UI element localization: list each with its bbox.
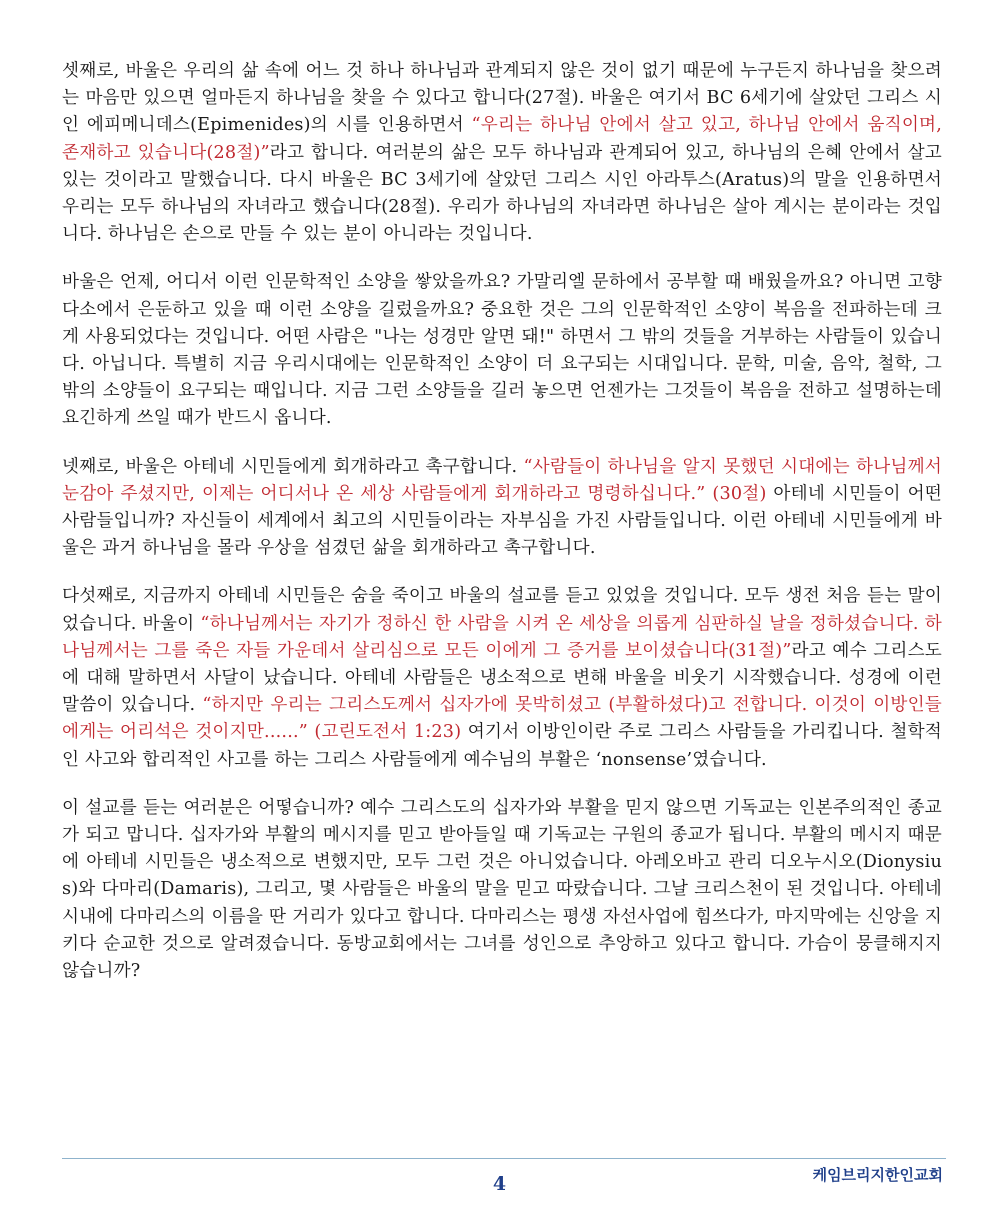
scripture-quote: “하지만 우리는 그리스도께서 십자가에 못박히셨고 (부활하셨다)고 전합니다. 이것이 이방인들에게는 어리석은 것이지만......” (고린도전서 1:23) <box>62 695 942 743</box>
paragraph-text: 셋째로, 바울은 우리의 삶 속에 어느 것 하나 하나님과 관계되지 않은 것이 없기 때문에 누구든지 하나님을 찾으려는 마음만 있으면 얼마든지 하나님을 찾을 수 있다고 합니다(27절). 바울은 여기서 BC 6세기에 살았던 그리스 시인 에피메니데스(Epimenides)의 시를 인용하면서 <box>62 61 942 136</box>
paragraph-humanities <box>62 269 942 432</box>
paragraph-text: 이 설교를 듣는 여러분은 어떻습니까? 예수 그리스도의 십자가와 부활을 믿지 않으면 기독교는 인본주의적인 종교가 되고 맙니다. 십자가와 부활의 메시지를 믿고 받아들일 때 기독교는 구원의 종교가 됩니다. 부활의 메시지 때문에 아테네 시민들은 냉소적으로 변했지만, 모두 그런 것은 아니었습니다. 아레오바고 관리 디오누시오(Dionysius)와 다마리(Damaris), 그리고, 몇 사람들은 바울의 말을 믿고 따랐습니다. 그날 크리스천이 된 것입니다. 아테네 시내에 다마리스의 이름을 딴 거리가 있다고 합니다. 다마리스는 평생 자선사업에 힘쓰다가, 마지막에는 신앙을 지키다 순교한 것으로 알려졌습니다. 동방교회에서는 그녀를 성인으로 추앙하고 있다고 합니다. 가슴이 뭉클해지지 않습니까? <box>62 797 942 982</box>
paragraph-third-point <box>62 58 942 248</box>
scripture-quote: “하나님께서는 자기가 정하신 한 사람을 시켜 온 세상을 의롭게 심판하실 날을 정하셨습니다. 하나님께서는 그를 죽은 자들 가운데서 살리심으로 모든 이에게 그 증거를 보이셨습니다(31절)” <box>62 613 943 661</box>
sermon-body <box>62 58 942 1006</box>
paragraph-text: 라고 합니다. 여러분의 삶은 모두 하나님과 관계되어 있고, 하나님의 은혜 안에서 살고 있는 것이라고 말했습니다. 다시 바울은 BC 3세기에 살았던 그리스 시인 아라투스(Aratus)의 말을 인용하면서 우리는 모두 하나님의 자녀라고 했습니다(28절). 우리가 하나님의 자녀라면 하나님은 살아 계시는 분이라는 것입니다. 하나님은 손으로 만들 수 있는 분이 아니라는 것입니다. <box>62 142 942 245</box>
footer-divider <box>62 1158 946 1159</box>
paragraph-text: 바울은 언제, 어디서 이런 인문학적인 소양을 쌓았을까요? 가말리엘 문하에서 공부할 때 배웠을까요? 아니면 고향 다소에서 은둔하고 있을 때 이런 소양을 길렀을까요? 중요한 것은 그의 인문학적인 소양이 복음을 전파하는데 크게 사용되었다는 것입니다. 어떤 사람은 "나는 성경만 알면 돼!" 하면서 그 밖의 것들을 거부하는 사람들이 있습니다. 아닙니다. 특별히 지금 우리시대에는 인문학적인 소양이 더 요구되는 시대입니다. 문학, 미술, 음악, 철학, 그 밖의 소양들이 요구되는 때입니다. 지금 그런 소양들을 길러 놓으면 언젠가는 그것들이 복음을 전하고 설명하는데 요긴하게 쓰일 때가 반드시 옵니다. <box>62 272 942 429</box>
paragraph-text: 아테네 시민들이 어떤 사람들입니까? 자신들이 세계에서 최고의 시민들이라는 자부심을 가진 사람들입니다. 이런 아테네 시민들에게 바울은 과거 하나님을 몰라 우상을 섬겼던 삶을 회개하라고 촉구합니다. <box>62 483 942 559</box>
paragraph-fifth-point <box>62 583 942 773</box>
paragraph-text: 넷째로, 바울은 아테네 시민들에게 회개하라고 촉구합니다. <box>62 456 524 477</box>
paragraph-fourth-point <box>62 454 942 563</box>
paragraph-text: 여기서 이방인이란 주로 그리스 사람들을 가리킵니다. 철학적인 사고와 합리적인 사고를 하는 그리스 사람들에게 예수님의 부활은 ‘nonsense’였습니다. <box>62 722 943 770</box>
scripture-quote: “사람들이 하나님을 알지 못했던 시대에는 하나님께서 눈감아 주셨지만, 이제는 어디서나 온 세상 사람들에게 회개하라고 명령하십니다.” (30절) <box>62 456 942 504</box>
church-name: 케임브리지한인교회 <box>812 1166 943 1184</box>
paragraph-text: 라고 예수 그리스도에 대해 말하면서 사달이 났습니다. 아테네 사람들은 냉소적으로 변해 바울을 비웃기 시작했습니다. 성경에 이런 말씀이 있습니다. <box>62 640 942 716</box>
page-number: 4 <box>492 1173 507 1195</box>
paragraph-conclusion <box>62 795 942 985</box>
scripture-quote: “우리는 하나님 안에서 살고 있고, 하나님 안에서 움직이며, 존재하고 있습니다(28절)” <box>62 115 943 163</box>
paragraph-text: 다섯째로, 지금까지 아테네 시민들은 숨을 죽이고 바울의 설교를 듣고 있었을 것입니다. 모두 생전 처음 듣는 말이었습니다. 바울이 <box>62 586 942 634</box>
